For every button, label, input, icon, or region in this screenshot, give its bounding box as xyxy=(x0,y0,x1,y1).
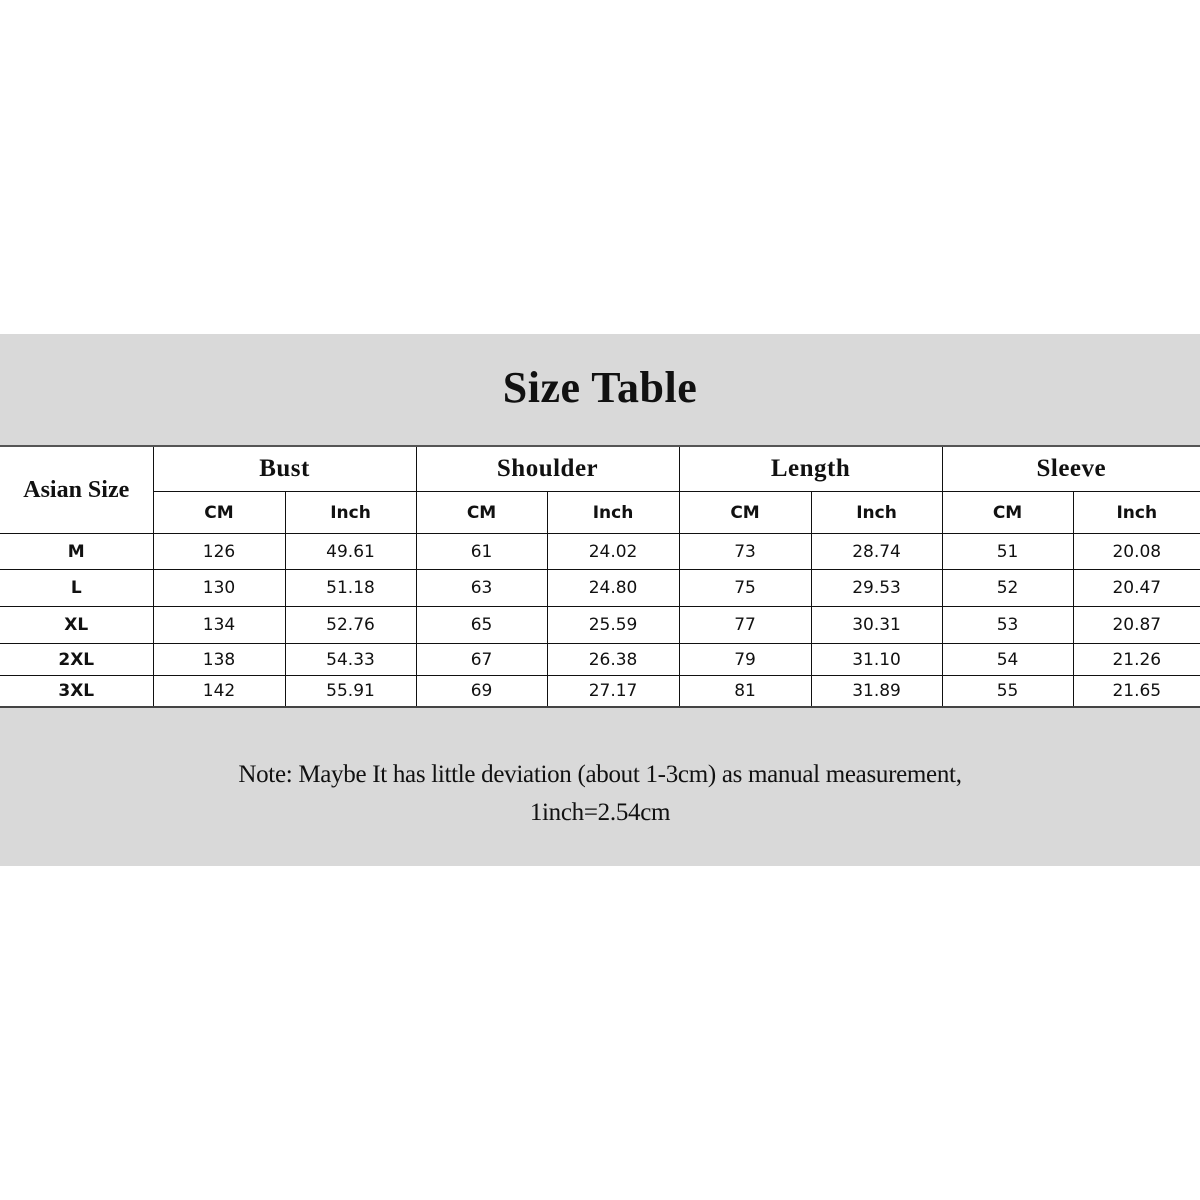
length-cm: 77 xyxy=(679,607,811,644)
table-row xyxy=(0,534,1200,570)
unit-header-row xyxy=(0,492,1200,534)
shoulder-cm: 61 xyxy=(416,534,547,570)
sleeve-cm: 55 xyxy=(942,676,1073,708)
size-label: 3XL xyxy=(0,676,153,708)
note-line-2: 1inch=2.54cm xyxy=(529,799,671,826)
group-header-length: Length xyxy=(679,446,942,492)
length-cm: 81 xyxy=(679,676,811,708)
length-inch: 31.89 xyxy=(811,676,942,708)
sleeve-cm: 53 xyxy=(942,607,1073,644)
shoulder-inch: 27.17 xyxy=(547,676,679,708)
row-header-asian-size: Asian Size xyxy=(0,446,153,534)
bust-cm: 134 xyxy=(153,607,285,644)
sleeve-inch: 20.87 xyxy=(1073,607,1200,644)
table-row xyxy=(0,607,1200,644)
size-label: M xyxy=(0,534,153,570)
page-title: Size Table xyxy=(502,363,698,412)
bust-cm: 126 xyxy=(153,534,285,570)
length-inch: 28.74 xyxy=(811,534,942,570)
group-header-row xyxy=(0,446,1200,492)
shoulder-inch: 26.38 xyxy=(547,644,679,676)
unit-header-length-cm: CM xyxy=(679,492,811,534)
sleeve-cm: 54 xyxy=(942,644,1073,676)
shoulder-inch: 25.59 xyxy=(547,607,679,644)
length-inch: 30.31 xyxy=(811,607,942,644)
bust-cm: 138 xyxy=(153,644,285,676)
unit-header-sleeve-inch: Inch xyxy=(1073,492,1200,534)
unit-header-bust-inch: Inch xyxy=(285,492,416,534)
shoulder-cm: 67 xyxy=(416,644,547,676)
table-row xyxy=(0,676,1200,708)
sleeve-cm: 52 xyxy=(942,570,1073,607)
table-row xyxy=(0,570,1200,607)
bust-inch: 54.33 xyxy=(285,644,416,676)
measurement-note xyxy=(0,756,1200,832)
table-row xyxy=(0,644,1200,676)
size-label: 2XL xyxy=(0,644,153,676)
shoulder-inch: 24.80 xyxy=(547,570,679,607)
length-cm: 75 xyxy=(679,570,811,607)
length-inch: 31.10 xyxy=(811,644,942,676)
shoulder-cm: 63 xyxy=(416,570,547,607)
group-header-shoulder: Shoulder xyxy=(416,446,679,492)
shoulder-cm: 65 xyxy=(416,607,547,644)
bust-inch: 49.61 xyxy=(285,534,416,570)
sleeve-cm: 51 xyxy=(942,534,1073,570)
length-cm: 73 xyxy=(679,534,811,570)
unit-header-shoulder-cm: CM xyxy=(416,492,547,534)
group-header-sleeve: Sleeve xyxy=(942,446,1200,492)
size-label: L xyxy=(0,570,153,607)
unit-header-bust-cm: CM xyxy=(153,492,285,534)
shoulder-inch: 24.02 xyxy=(547,534,679,570)
unit-header-length-inch: Inch xyxy=(811,492,942,534)
group-header-bust: Bust xyxy=(153,446,416,492)
sleeve-inch: 20.08 xyxy=(1073,534,1200,570)
unit-header-shoulder-inch: Inch xyxy=(547,492,679,534)
sleeve-inch: 21.65 xyxy=(1073,676,1200,708)
bust-cm: 142 xyxy=(153,676,285,708)
size-table xyxy=(0,445,1200,708)
length-inch: 29.53 xyxy=(811,570,942,607)
size-label: XL xyxy=(0,607,153,644)
bust-inch: 52.76 xyxy=(285,607,416,644)
length-cm: 79 xyxy=(679,644,811,676)
bust-inch: 51.18 xyxy=(285,570,416,607)
unit-header-sleeve-cm: CM xyxy=(942,492,1073,534)
shoulder-cm: 69 xyxy=(416,676,547,708)
bust-cm: 130 xyxy=(153,570,285,607)
sleeve-inch: 20.47 xyxy=(1073,570,1200,607)
bust-inch: 55.91 xyxy=(285,676,416,708)
sleeve-inch: 21.26 xyxy=(1073,644,1200,676)
note-line-1: Note: Maybe It has little deviation (about 1-3cm) as manual measurement, xyxy=(238,761,962,788)
